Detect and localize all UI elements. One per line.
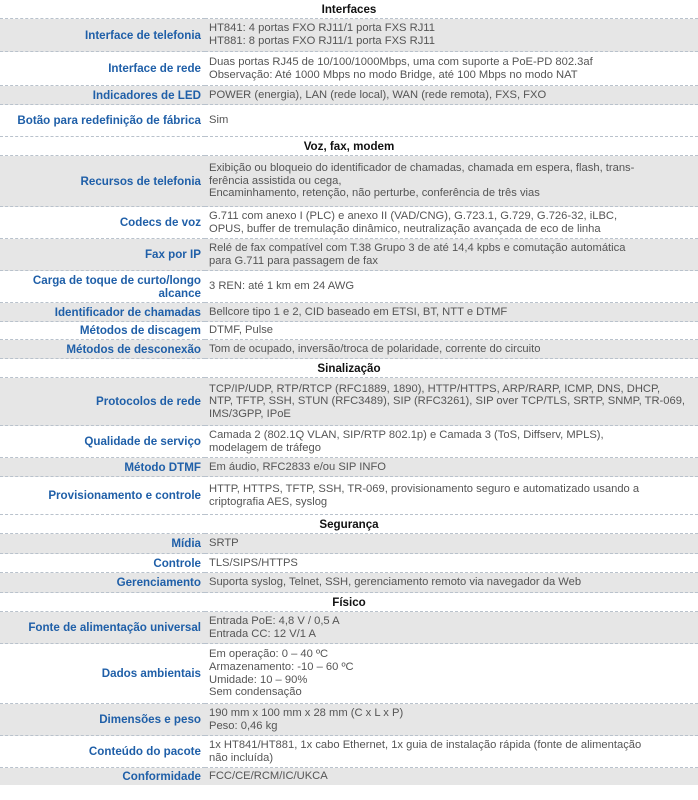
spec-label: Dados ambientais xyxy=(0,644,205,704)
spec-row-indicadores-de-led xyxy=(0,86,698,105)
spec-value xyxy=(205,156,698,207)
spec-value-line: ferência assistida ou cega, xyxy=(209,174,342,187)
spec-label: Fax por IP xyxy=(0,239,205,271)
spec-value-line: Sim xyxy=(209,114,229,127)
spec-value-line: Relé de fax compatível com T.38 Grupo 3 de até 14,4 kpbs e comutação automática xyxy=(209,241,626,254)
spec-value-line: modelagem de tráfego xyxy=(209,441,321,454)
spec-value xyxy=(205,426,698,458)
spec-value xyxy=(205,207,698,239)
spec-row-codecs-de-voz xyxy=(0,207,698,239)
section-title: Interfaces xyxy=(0,0,698,19)
spec-label: Mídia xyxy=(0,534,205,554)
spec-value-line: TCP/IP/UDP, RTP/RTCP (RFC1889, 1890), HTTP/HTTPS, ARP/RARP, ICMP, DNS, DHCP, xyxy=(209,382,661,395)
spec-label: Recursos de telefonia xyxy=(0,156,205,207)
spec-value xyxy=(205,736,698,768)
section-title: Segurança xyxy=(0,515,698,534)
section-header-fisico xyxy=(0,593,698,612)
spec-value-line: Umidade: 10 – 90% xyxy=(209,673,308,686)
spec-label: Conteúdo do pacote xyxy=(0,736,205,768)
spec-value-line: Tom de ocupado, inversão/troca de polaridade, corrente do circuito xyxy=(209,342,541,355)
spec-row-controle xyxy=(0,554,698,573)
spec-value-line: para G.711 para passagem de fax xyxy=(209,254,378,267)
spec-value-line: FCC/CE/RCM/IC/UKCA xyxy=(209,770,328,783)
spec-value-line: Duas portas RJ45 de 10/100/1000Mbps, uma com suporte a PoE-PD 802.3af xyxy=(209,55,593,68)
spec-value-line: NTP, TFTP, SSH, STUN (RFC3489), SIP (RFC3261), SIP over TCP/TLS, SRTP, SNMP, TR-069, xyxy=(209,395,686,408)
spec-row-metodo-dtmf xyxy=(0,458,698,477)
spec-value xyxy=(205,239,698,271)
spec-value xyxy=(205,644,698,704)
spec-value xyxy=(205,303,698,322)
spec-value-line: DTMF, Pulse xyxy=(209,324,274,337)
spec-row-gerenciamento xyxy=(0,573,698,593)
spec-value-line: Camada 2 (802.1Q VLAN, SIP/RTP 802.1p) e Camada 3 (ToS, Diffserv, MPLS), xyxy=(209,428,604,441)
spec-label: Protocolos de rede xyxy=(0,378,205,426)
spec-value-line: TLS/SIPS/HTTPS xyxy=(209,556,298,569)
spec-value-line: Suporta syslog, Telnet, SSH, gerenciamento remoto via navegador da Web xyxy=(209,576,582,589)
spec-value-line: 3 REN: até 1 km em 24 AWG xyxy=(209,280,355,293)
spec-row-metodos-de-desconexao xyxy=(0,340,698,359)
spec-label: Qualidade de serviço xyxy=(0,426,205,458)
section-header-sinalizacao xyxy=(0,359,698,378)
spec-value-line: Exibição ou bloqueio do identificador de chamadas, chamada em espera, flash, trans- xyxy=(209,162,635,175)
spec-value xyxy=(205,458,698,477)
spec-value-line: POWER (energia), LAN (rede local), WAN (rede remota), FXS, FXO xyxy=(209,88,547,101)
spec-value-line: HT881: 8 portas FXO RJ11/1 porta FXS RJ11 xyxy=(209,35,435,47)
spec-value-line: Bellcore tipo 1 e 2, CID baseado em ETSI, BT, NTT e DTMF xyxy=(209,305,508,318)
spec-label: Codecs de voz xyxy=(0,207,205,239)
spec-row-metodos-de-discagem xyxy=(0,322,698,340)
spec-label: Provisionamento e controle xyxy=(0,477,205,515)
spec-value-line: Em operação: 0 – 40 ºC xyxy=(209,648,329,661)
spec-value-line: 1x HT841/HT881, 1x cabo Ethernet, 1x guia de instalação rápida (fonte de alimentação xyxy=(209,738,642,751)
spec-value xyxy=(205,271,698,303)
spec-row-dados-ambientais xyxy=(0,644,698,704)
spec-row-provisionamento-e-controle xyxy=(0,477,698,515)
spec-value-line: HTTP, HTTPS, TFTP, SSH, TR-069, provisionamento seguro e automatizado usando a xyxy=(209,482,640,495)
spec-value xyxy=(205,105,698,137)
section-header-seguranca xyxy=(0,515,698,534)
spec-label: Conformidade xyxy=(0,768,205,786)
spec-value xyxy=(205,704,698,736)
spec-value-line: Armazenamento: -10 – 60 ºC xyxy=(209,660,354,673)
spec-row-fonte-de-alimentacao-universal xyxy=(0,612,698,644)
spec-value-line: G.711 com anexo I (PLC) e anexo II (VAD/CNG), G.723.1, G.729, G.726-32, iLBC, xyxy=(209,209,618,222)
spec-label: Carga de toque de curto/longo alcance xyxy=(0,271,205,303)
spec-label: Método DTMF xyxy=(0,458,205,477)
spec-label: Controle xyxy=(0,554,205,573)
spec-value-line: Entrada PoE: 4,8 V / 0,5 A xyxy=(209,614,340,627)
spec-row-interface-de-telefonia xyxy=(0,19,698,52)
spec-row-midia xyxy=(0,534,698,554)
spec-value xyxy=(205,19,698,52)
spec-value-line: Entrada CC: 12 V/1 A xyxy=(209,627,316,640)
spec-value xyxy=(205,612,698,644)
spec-label: Botão para redefinição de fábrica xyxy=(0,105,205,137)
spec-value xyxy=(205,378,698,426)
spec-value-line: não incluída) xyxy=(209,751,274,764)
spec-value xyxy=(205,477,698,515)
spec-row-recursos-de-telefonia xyxy=(0,156,698,207)
spec-row-botao-para-redefinicao-de-fabrica xyxy=(0,105,698,137)
spec-value-line: criptografia AES, syslog xyxy=(209,495,328,508)
spec-row-fax-por-ip xyxy=(0,239,698,271)
spec-label: Interface de rede xyxy=(0,52,205,86)
spec-label: Métodos de desconexão xyxy=(0,340,205,359)
spec-label: Gerenciamento xyxy=(0,573,205,593)
spec-label: Indicadores de LED xyxy=(0,86,205,105)
spec-label: Métodos de discagem xyxy=(0,322,205,340)
spec-value xyxy=(205,322,698,340)
spec-label: Fonte de alimentação universal xyxy=(0,612,205,644)
section-title: Físico xyxy=(0,593,698,612)
spec-row-identificador-de-chamadas xyxy=(0,303,698,322)
spec-value-line: Encaminhamento, retenção, não perturbe, conferência de três vias xyxy=(209,187,540,200)
spec-value xyxy=(205,768,698,786)
spec-value-line: HT841: 4 portas FXO RJ11/1 porta FXS RJ11 xyxy=(209,22,435,35)
section-title: Voz, fax, modem xyxy=(0,137,698,156)
spec-row-carga-de-toque-de-curto-longo-alcance xyxy=(0,271,698,303)
spec-row-qualidade-de-servico xyxy=(0,426,698,458)
spec-value-line: SRTP xyxy=(209,537,239,550)
section-header-voz-fax-modem xyxy=(0,137,698,156)
spec-value xyxy=(205,86,698,105)
spec-value-line: Observação: Até 1000 Mbps no modo Bridge, até 100 Mbps no modo NAT xyxy=(209,68,578,81)
spec-row-interface-de-rede xyxy=(0,52,698,86)
spec-row-dimensoes-e-peso xyxy=(0,704,698,736)
spec-row-protocolos-de-rede xyxy=(0,378,698,426)
spec-row-conteudo-do-pacote xyxy=(0,736,698,768)
spec-value-line: Peso: 0,46 kg xyxy=(209,719,278,732)
spec-value xyxy=(205,340,698,359)
spec-value-line: Em áudio, RFC2833 e/ou SIP INFO xyxy=(209,460,387,473)
spec-value xyxy=(205,573,698,593)
section-header-interfaces xyxy=(0,0,698,19)
section-title: Sinalização xyxy=(0,359,698,378)
spec-value xyxy=(205,534,698,554)
spec-row-conformidade xyxy=(0,768,698,786)
spec-value-line: Sem condensação xyxy=(209,686,302,699)
spec-label: Dimensões e peso xyxy=(0,704,205,736)
spec-value xyxy=(205,52,698,86)
spec-value-line: 190 mm x 100 mm x 28 mm (C x L x P) xyxy=(209,706,404,719)
spec-label: Identificador de chamadas xyxy=(0,303,205,322)
spec-value-line: OPUS, buffer de tremulação dinâmico, neutralização avançada de eco de linha xyxy=(209,222,601,235)
spec-label: Interface de telefonia xyxy=(0,19,205,52)
spec-value xyxy=(205,554,698,573)
spec-value-line: IMS/3GPP, IPoE xyxy=(209,407,291,420)
